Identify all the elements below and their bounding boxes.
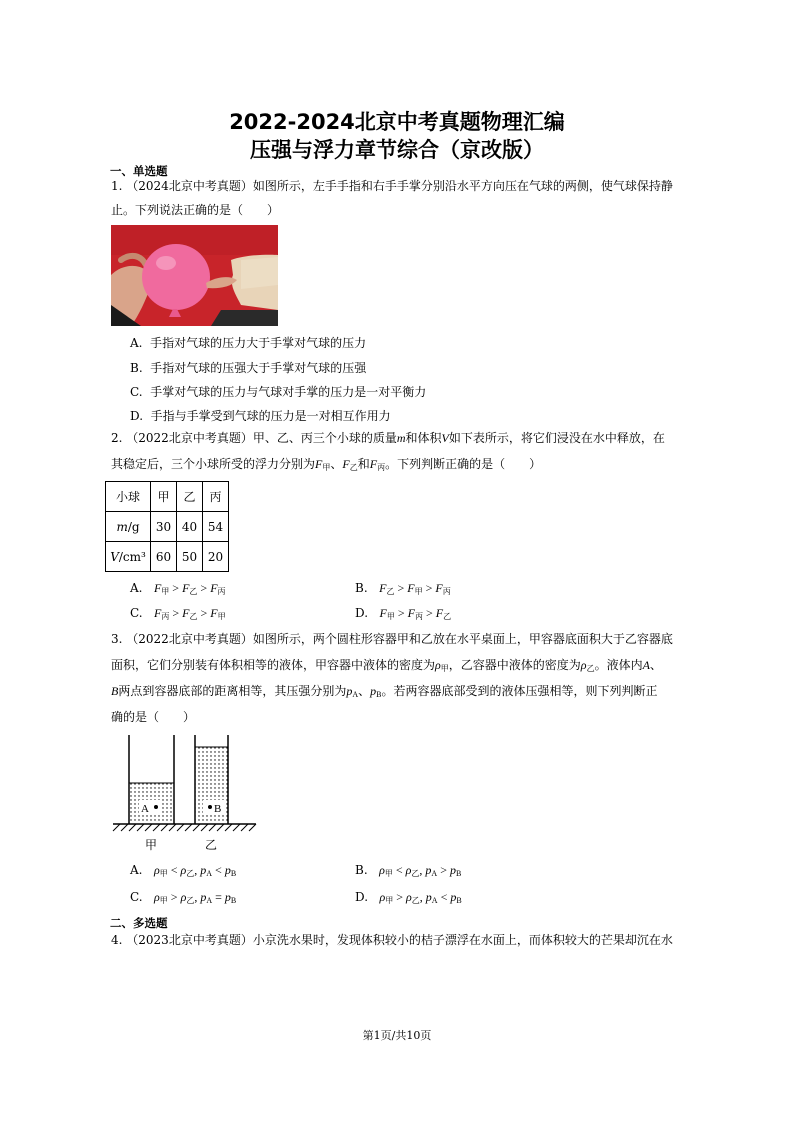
section-multiple-choice: 二、多选题 (110, 916, 168, 930)
q1-option-d[interactable]: D. 手指与手掌受到气球的压力是一对相互作用力 (130, 409, 391, 423)
q1-option-a[interactable]: A. 手指对气球的压力大于手掌对气球的压力 (130, 336, 367, 350)
balloon-photo (111, 225, 278, 326)
q2-data-table (105, 481, 229, 572)
q3-option-a[interactable]: A. $\rho_甲 < \rho_乙$, $p_A < p_B$ (130, 863, 237, 878)
table-row: V/cm³ 60 50 20 (106, 542, 229, 572)
q3-option-b[interactable]: B. $\rho_甲 < \rho_乙$, $p_A > p_B$ (355, 863, 462, 878)
q2-option-a[interactable]: A. $F_甲 > F_乙 > F_丙$ (130, 581, 226, 596)
section-single-choice: 一、单选题 (110, 164, 168, 178)
point-a-dot (154, 805, 158, 809)
table-row: m/g 30 40 54 (106, 512, 229, 542)
q3-option-d[interactable]: D. $\rho_甲 > \rho_乙$, $p_A < p_B$ (355, 890, 462, 905)
question-2-line1: 2. （2022北京中考真题）甲、乙、丙三个小球的质量m和体积V如下表所示，将它们浸没在水中释放，在 (111, 431, 665, 445)
question-1-line2: 止。下列说法正确的是（ ） (111, 203, 280, 217)
point-a-label: A (141, 803, 149, 815)
q1-option-b[interactable]: B. 手指对气球的压强大于手掌对气球的压强 (130, 361, 367, 375)
table-row: 小球 甲 乙 丙 (106, 482, 229, 512)
point-b-dot (208, 805, 212, 809)
question-3-line2: 面积，它们分别装有体积相等的液体，甲容器中液体的密度为$\rho_甲$，乙容器中液体的密度为$\rho_乙$。液体内A、 (111, 658, 662, 673)
question-3-line1: 3. （2022北京中考真题）如图所示，两个圆柱形容器甲和乙放在水平桌面上，甲容器底面积大于乙容器底 (111, 632, 673, 646)
q2-option-b[interactable]: B. $F_乙 > F_甲 > F_丙$ (355, 581, 451, 596)
container-jia-label: 甲 (145, 838, 158, 852)
containers-figure (110, 735, 260, 855)
question-number: 1. (111, 179, 123, 193)
question-1-line1 (111, 179, 673, 193)
q1-option-c[interactable]: C. 手掌对气球的压力与气球对手掌的压力是一对平衡力 (130, 385, 427, 399)
q2-option-d[interactable]: D. $F_甲 > F_丙 > F_乙$ (355, 606, 452, 621)
q2-option-c[interactable]: C. $F_丙 > F_乙 > F_甲$ (130, 606, 226, 621)
question-2-line2: 其稳定后，三个小球所受的浮力分别为$F_甲$、$F_乙$和$F_丙$。下列判断正确的是（ ） (111, 457, 542, 472)
question-text: 如图所示，左手手指和右手手掌分别沿水平方向压在气球的两侧，使气球保持静 (252, 179, 673, 193)
question-3-line3: B两点到容器底部的距离相等，其压强分别为$p_A$、$p_B$。若两容器底部受到的液体压强相等，则下列判断正 (111, 684, 658, 699)
page-footer: 第1页/共10页 (362, 1029, 432, 1042)
container-yi-label: 乙 (205, 838, 218, 852)
doc-title-line1: 2022-2024北京中考真题物理汇编 (229, 110, 565, 134)
question-3-line4: 确的是（ ） (111, 710, 196, 724)
doc-title-line2: 压强与浮力章节综合（京改版） (250, 138, 544, 162)
question-source: （2024北京中考真题） (126, 179, 253, 193)
q3-option-c[interactable]: C. $\rho_甲 > \rho_乙$, $p_A = p_B$ (130, 890, 237, 905)
question-4-line1: 4. （2023北京中考真题）小京洗水果时，发现体积较小的桔子漂浮在水面上，而体积较大的芒果却沉在水 (111, 933, 673, 947)
point-b-label: B (214, 803, 222, 815)
